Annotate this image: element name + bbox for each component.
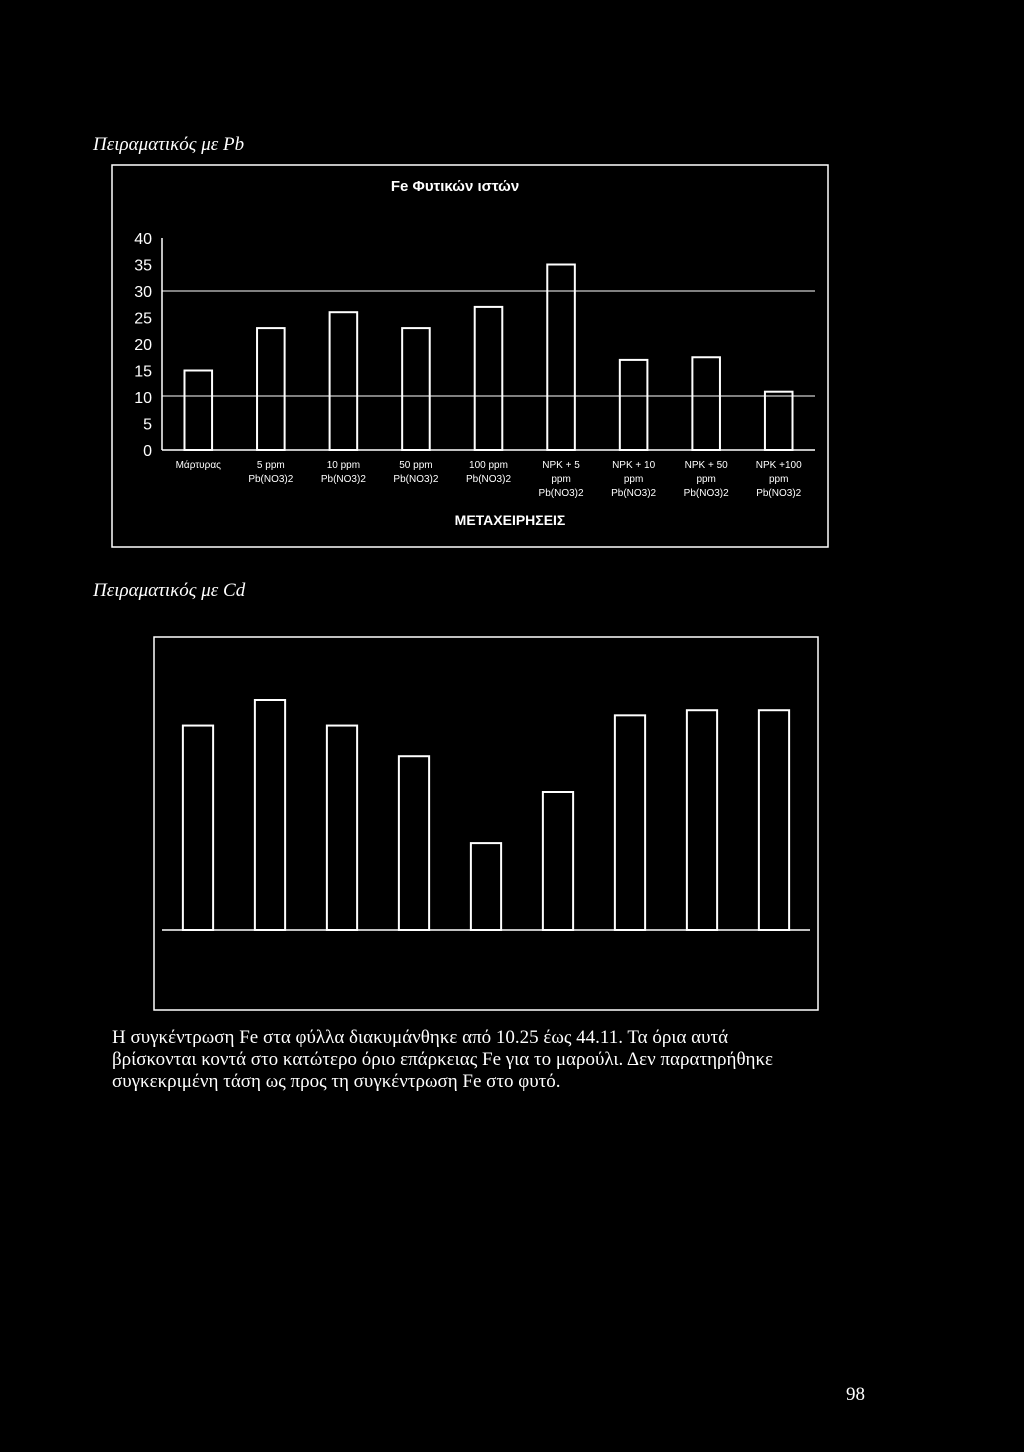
bar <box>547 265 575 451</box>
paragraph-line: βρίσκονται κοντά στο κατώτερο όριο επάρκειας Fe για το μαρούλι. Δεν παρατηρήθηκε <box>112 1049 774 1070</box>
x-tick-label: NPK + 50 <box>684 460 728 471</box>
bar <box>402 328 430 450</box>
chart-fe-pb <box>110 163 830 551</box>
x-tick-label: Pb(NO3)2 <box>465 474 512 485</box>
paragraph-line: συγκεκριμένη τάση ως προς τη συγκέντρωση Fe στο φυτό. <box>112 1071 561 1092</box>
chart-title: Fe Φυτικών ιστών <box>390 178 520 195</box>
x-tick-label: Pb(NO3)2 <box>248 474 294 485</box>
bar <box>330 312 358 450</box>
page-number: 98 <box>846 1384 865 1405</box>
y-tick-label: 10 <box>134 390 152 407</box>
bar <box>620 360 648 450</box>
bar <box>183 726 213 930</box>
bar <box>327 726 357 930</box>
bar <box>257 328 285 450</box>
x-tick-label: 10 ppm <box>326 460 361 471</box>
x-tick-label: 100 ppm <box>469 460 508 471</box>
x-tick-label: Pb(NO3)2 <box>393 474 439 485</box>
paragraph-line: Η συγκέντρωση Fe στα φύλλα διακυμάνθηκε από 10.25 έως 44.11. Τα όρια αυτά <box>112 1027 729 1048</box>
x-tick-label: Pb(NO3)2 <box>320 474 366 485</box>
x-tick-label: ppm <box>768 474 789 485</box>
bar <box>184 371 212 451</box>
bar <box>759 710 789 930</box>
x-tick-label: NPK + 5 <box>542 460 580 471</box>
x-tick-label: 50 ppm <box>399 460 433 471</box>
y-tick-label: 5 <box>143 416 152 434</box>
body-paragraph <box>112 1027 910 1093</box>
x-tick-label: Pb(NO3)2 <box>611 488 657 499</box>
bar <box>475 307 503 450</box>
bar <box>765 392 793 450</box>
y-tick-label: 40 <box>134 231 152 248</box>
bar <box>543 792 573 930</box>
heading-pb-experiment: Πειραματικός με Pb <box>93 134 245 155</box>
y-tick-label: 35 <box>134 257 152 275</box>
x-tick-label: NPK + 10 <box>612 460 656 471</box>
x-tick-label: Pb(NO3)2 <box>756 488 802 499</box>
y-tick-label: 20 <box>134 337 152 354</box>
bars <box>183 700 789 930</box>
y-tick-label: 30 <box>134 284 152 301</box>
x-tick-label: Μάρτυρας <box>175 460 221 471</box>
x-tick-label: ppm <box>696 474 716 485</box>
y-tick-label: 0 <box>143 443 152 460</box>
x-tick-label: Pb(NO3)2 <box>683 488 729 499</box>
bar <box>471 843 501 930</box>
x-tick-label: ppm <box>623 474 644 485</box>
bars <box>184 265 792 451</box>
bar <box>692 357 720 450</box>
chart-fe-cd <box>110 630 852 1015</box>
x-tick-label: ppm <box>551 474 571 485</box>
x-axis-category-labels <box>176 459 802 499</box>
y-tick-label: 15 <box>134 363 152 381</box>
x-tick-label: Pb(NO3)2 <box>538 488 584 499</box>
x-axis-title: ΜΕΤΑΧΕΙΡΗΣΕΙΣ <box>454 512 566 528</box>
y-tick-label: 25 <box>134 310 152 328</box>
chart-frame <box>154 637 818 1010</box>
bar <box>399 756 429 930</box>
y-axis-ticks <box>134 231 152 460</box>
heading-cd-experiment: Πειραματικός με Cd <box>93 580 246 601</box>
bar <box>615 715 645 930</box>
x-tick-label: 5 ppm <box>256 460 285 471</box>
x-tick-label: NPK +100 <box>755 460 802 471</box>
bar <box>255 700 285 930</box>
bar <box>687 710 717 930</box>
